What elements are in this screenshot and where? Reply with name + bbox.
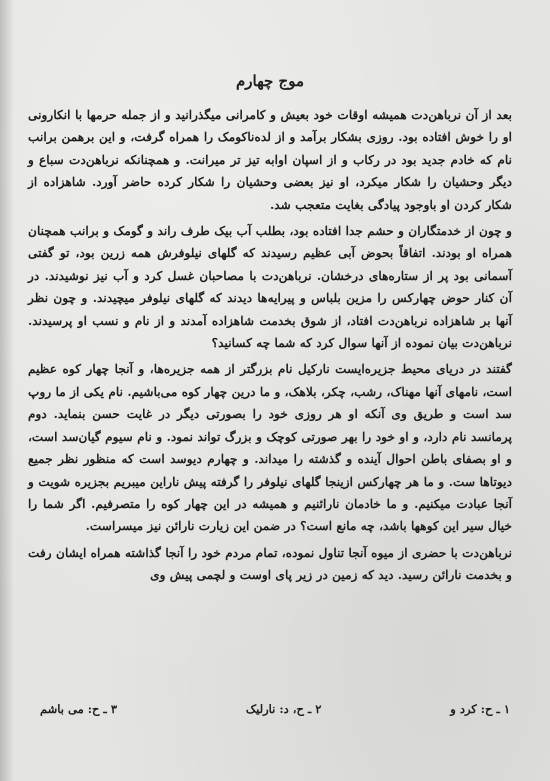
footnotes	[40, 702, 510, 716]
page-binding-shadow	[0, 0, 14, 781]
footnote: ۲ ـ ح، د: نارلیک	[245, 702, 322, 716]
paragraph: نرباهن‌دت با حضری از میوه آنجا تناول نموده، تمام مردم خود را آنجا گذاشته همراه ایشان رفت و بخدمت نارائن رسید. دید که زمین در زیر پای اوست و لچمی پیش وی	[28, 545, 512, 583]
paragraph: بعد از آن نرباهن‌دت همیشه اوقات خود بعیش و کامرانی میگذرانید و از جمله حرمها با انکارونی او را خوش افتاده بود. روزی بشکار برآمد و از لده‌ناکومک را همراه گرفت، و این برهمن برانب نام که خادم جدید بود در رکاب و از اسپان اوابه تیز تر میرانت. و همچنانکه نرباهن‌دت سباع و دیگر وحشیان را شکار میکرد، او نیز بعضی وحشیان را شکار کرده حاضر آورد. شاهزاده از شکار کردن او باوجود پیادگی بغایت متعجب شد.	[28, 108, 512, 212]
footnote: ۱ ـ ح: کرد و	[450, 702, 510, 716]
footnote: ۳ ـ ح: می باشم	[40, 702, 117, 716]
paragraph: گفتند در دریای محیط جزیره‌ایست نارکیل نام بزرگتر از همه جزیره‌ها، و آنجا چهار کوه عظیم است، نامهای آنها مهناک، رشب، چکر، بلاهک، و ما درین چهار کوه می‌باشیم. نام یکی از ما روپ سد است و طریق وی آنکه او هر روزی خود را بصورتی دیگر در غایت حسن بنماید. دوم پرمانسد نام دارد، و او خود را بهر صورتی کوچک و بزرگ تواند نمود. و نام سیوم گیان‌سد است، و او بصفای باطن احوال آینده و گذشته را میداند. و چهارم دیوسد است که منظور نظر جمیع دیوتاها ست. و ما هر چهارکس ازینجا گلهای نیلوفر را گرفته پیش ناراین میبریم بجزیره شویت و آنجا عبادت میکنیم. و ما خادمان نارائنیم و همیشه در این چهار کوه را متصرفیم. اگر شما را خیال سیر این کوهها باشد، چه مانع است؟ در ضمن این زیارت نارائن نیز میسراست.	[28, 362, 512, 534]
chapter-title: موج چهارم	[236, 72, 304, 90]
paragraph: و چون از خدمتگاران و حشم جدا افتاده بود، بطلب آب بیک طرف راند و گومک و برانب همچنان همراه او بودند. اتفاقاً بحوض آبی عظیم رسیدند که گلهای نیلوفرش همه زرین بود، تو گفتی آسمانی بود پر از ستاره‌های درخشان. نرباهن‌دت با مصاحبان غسل کرد و آب نیز نوشیدند. در آن کنار حوض چهارکس را مزین بلباس و پیرایه‌ها دیدند که گلهای نیلوفر میچیدند. و چون نظر آنها بر شاهزاده نرباهن‌دت افتاد، از شوق بخدمت شاهزاده آمدند و از نام و نسب او پرسیدند. نرباهن‌دت بیان نموده از آنها سوال کرد که شما چه کسانید؟	[28, 224, 512, 351]
